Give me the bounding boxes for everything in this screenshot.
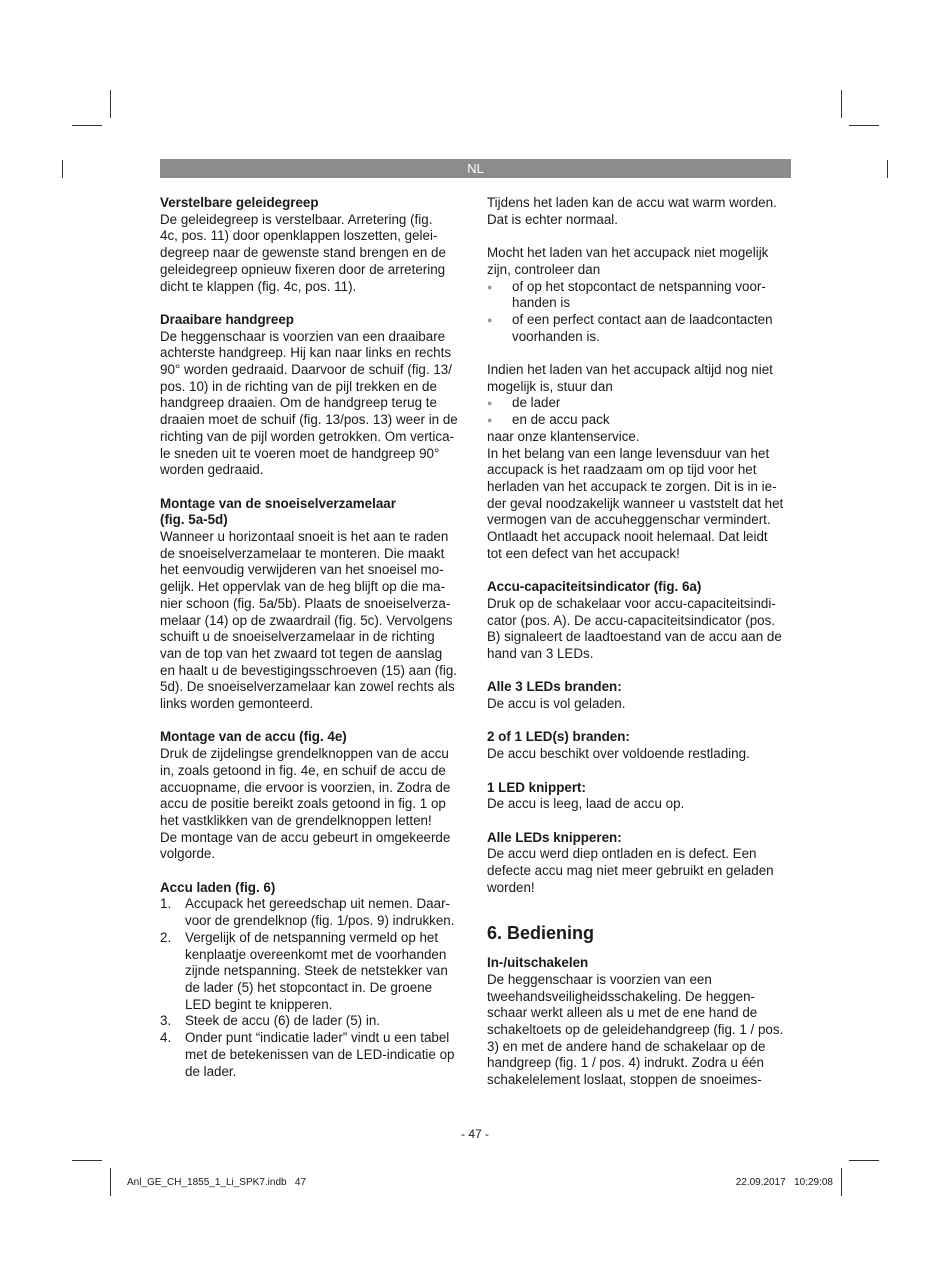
text-line: 5d). De snoeiselverzamelaar kan zowel rechts als bbox=[160, 679, 455, 695]
section-title: (fig. 5a-5d) bbox=[160, 512, 228, 528]
text-line: 90° worden gedraaid. Daarvoor de schuif (fig. 13/ bbox=[160, 362, 452, 378]
bullet-item bbox=[487, 279, 792, 312]
crop-mark bbox=[849, 1160, 879, 1161]
text-line: De accu is leeg, laad de accu op. bbox=[487, 796, 685, 812]
section-title: 1 LED knippert: bbox=[487, 779, 586, 795]
section-title: Accu-capaciteitsindicator (fig. 6a) bbox=[487, 579, 702, 595]
text-line: worden! bbox=[487, 879, 535, 895]
text-line: Indien het laden van het accupack altijd nog niet bbox=[487, 362, 773, 377]
text-line: dicht te klappen (fig. 4c, pos. 11). bbox=[160, 278, 357, 294]
text-line: voorhanden is. bbox=[512, 328, 600, 344]
text-line: draaien moet de schuif (fig. 13/pos. 13) weer in de bbox=[160, 412, 458, 428]
section-title: Draaibare handgreep bbox=[160, 311, 294, 327]
text-line: Accupack het gereedschap uit nemen. Daar- bbox=[185, 896, 450, 912]
section-title: Montage van de snoeiselverzamelaar bbox=[160, 495, 396, 511]
section-title: Alle LEDs knipperen: bbox=[487, 829, 622, 845]
bullet-icon: ● bbox=[487, 314, 493, 325]
text-line: en de accu pack bbox=[512, 412, 610, 428]
text-line: mogelijk is, stuur dan bbox=[487, 378, 613, 394]
crop-mark bbox=[72, 125, 102, 126]
text-line: degreep naar de gewenste stand brengen en de bbox=[160, 245, 446, 261]
text-line: geleidegreep opnieuw fixeren door de arretering bbox=[160, 261, 446, 277]
crop-mark bbox=[841, 90, 842, 118]
text-line: de snoeiselverzamelaar te monteren. Die maakt bbox=[160, 545, 445, 561]
text-line: De heggenschaar is voorzien van een bbox=[487, 971, 712, 987]
bullet-icon: ● bbox=[487, 281, 493, 292]
text-line: achterste handgreep. Hij kan naar links en rechts bbox=[160, 345, 452, 361]
language-bar: NL bbox=[160, 159, 791, 178]
section-title: Montage van de accu (fig. 4e) bbox=[160, 729, 347, 745]
text-line: LED begint te knipperen. bbox=[185, 996, 333, 1012]
text-line: De montage van de accu gebeurt in omgekeerde bbox=[160, 829, 451, 845]
text-line: Druk op de schakelaar voor accu-capaciteitsindi- bbox=[487, 595, 776, 611]
text-line: herladen van het accupack te zorgen. Dit is in ie- bbox=[487, 478, 777, 494]
text-line: B) signaleert de laadtoestand van de accu aan de bbox=[487, 629, 782, 645]
section-title: Verstelbare geleidegreep bbox=[160, 195, 319, 210]
crop-mark bbox=[887, 160, 888, 178]
text-line: Onder punt “indicatie lader” vindt u een tabel bbox=[185, 1030, 450, 1046]
text-line: De accu is vol geladen. bbox=[487, 696, 626, 712]
text-line: gelijk. Het oppervlak van de heg blijft op die ma- bbox=[160, 579, 446, 595]
text-line: tweehandsveiligheidsschakeling. De heggen- bbox=[487, 988, 755, 1004]
text-line: pos. 10) in de richting van de pijl trekken en de bbox=[160, 378, 437, 394]
text-line: Vergelijk of de netspanning vermeld op het bbox=[185, 929, 439, 945]
text-line: Dat is echter normaal. bbox=[487, 211, 618, 227]
text-line: De geleidegreep is verstelbaar. Arretering (fig. bbox=[160, 211, 433, 227]
list-item bbox=[160, 930, 465, 1014]
text-line: melaar (14) op de zwaardrail (fig. 5c). Vervolgens bbox=[160, 612, 453, 628]
crop-mark bbox=[841, 1168, 842, 1196]
text-line: accuopname, die ervoor is voorzien, in. Zodra de bbox=[160, 779, 451, 795]
text-line: schakelelement loslaat, stoppen de snoeimes- bbox=[487, 1072, 762, 1088]
text-line: schaar werkt alleen als u met de ene hand de bbox=[487, 1005, 758, 1021]
text-line: of een perfect contact aan de laadcontacten bbox=[512, 311, 773, 327]
text-line: vermogen van de accuheggenschar vermindert. bbox=[487, 512, 771, 528]
text-line: richting van de pijl worden getrokken. Om vertica- bbox=[160, 428, 454, 444]
text-line: Steek de accu (6) de lader (5) in. bbox=[185, 1013, 381, 1029]
list-number: 3. bbox=[160, 1013, 172, 1029]
text-line: handgreep (fig. 1 / pos. 4) indrukt. Zodra u één bbox=[487, 1055, 764, 1071]
footer-timestamp: 22.09.2017 10:29:08 bbox=[735, 1177, 833, 1188]
bullet-item bbox=[487, 312, 792, 345]
text-line: der geval noodzakelijk wanneer u vaststelt dat het bbox=[487, 495, 784, 511]
text-line: met de betekenissen van de LED-indicatie op bbox=[185, 1046, 455, 1062]
text-line: tot een defect van het accupack! bbox=[487, 545, 680, 561]
text-line: de lader. bbox=[185, 1063, 237, 1079]
text-line: handen is bbox=[512, 295, 571, 311]
text-line: De accu werd diep ontladen en is defect. Een bbox=[487, 846, 757, 862]
text-line: 4c, pos. 11) door openklappen loszetten, gelei- bbox=[160, 228, 438, 244]
text-line: de lader (5) het stopcontact in. De groene bbox=[185, 979, 433, 995]
bullet-item bbox=[487, 395, 792, 412]
text-line: het vastklikken van de grendelknoppen letten! bbox=[160, 812, 432, 828]
text-line: links worden gemonteerd. bbox=[160, 696, 314, 712]
text-line: accu de positie bereikt zoals getoond in fig. 1 op bbox=[160, 796, 446, 812]
text-line: Mocht het laden van het accupack niet mogelijk bbox=[487, 245, 769, 261]
list-number: 4. bbox=[160, 1030, 172, 1046]
text-line: handgreep draaien. Om de handgreep terug te bbox=[160, 395, 437, 411]
text-line: naar onze klantenservice. bbox=[487, 428, 640, 444]
text-line: zijnde netspanning. Steek de netstekker van bbox=[185, 963, 448, 979]
text-line: in, zoals getoond in fig. 4e, en schuif de accu de bbox=[160, 762, 446, 778]
text-line: Tijdens het laden kan de accu wat warm worden. bbox=[487, 195, 777, 210]
text-line: le sneden uit te voeren moet de handgreep 90° bbox=[160, 445, 440, 461]
crop-mark bbox=[62, 160, 63, 178]
text-line: Ontlaadt het accupack nooit helemaal. Dat leidt bbox=[487, 529, 768, 545]
footer-file-info: Anl_GE_CH_1855_1_Li_SPK7.indb 47 bbox=[127, 1177, 307, 1188]
bullet-icon: ● bbox=[487, 398, 493, 409]
text-line: voor de grendelknop (fig. 1/pos. 9) indrukken. bbox=[185, 913, 455, 929]
text-line: accupack is het raadzaam om op tijd voor het bbox=[487, 462, 757, 478]
text-line: Druk de zijdelingse grendelknoppen van de accu bbox=[160, 746, 449, 762]
text-line: De heggenschaar is voorzien van een draaibare bbox=[160, 328, 446, 344]
text-line: Wanneer u horizontaal snoeit is het aan te raden bbox=[160, 529, 449, 545]
text-line: cator (pos. A). De accu-capaciteitsindicator (pos. bbox=[487, 612, 776, 628]
text-line: zijn, controleer dan bbox=[487, 261, 601, 277]
text-line: en haalt u de bevestigingsschroeven (15) aan (fig. bbox=[160, 662, 458, 678]
text-line: nier schoon (fig. 5a/5b). Plaats de snoeiselverza- bbox=[160, 595, 451, 611]
bullet-icon: ● bbox=[487, 415, 493, 426]
text-line: de lader bbox=[512, 395, 561, 411]
right-column bbox=[487, 195, 792, 1089]
section-title: Accu laden (fig. 6) bbox=[160, 879, 276, 895]
text-line: worden gedraaid. bbox=[160, 462, 264, 478]
crop-mark bbox=[110, 1168, 111, 1196]
text-line: of op het stopcontact de netspanning voor- bbox=[512, 278, 766, 294]
text-line: volgorde. bbox=[160, 846, 216, 862]
section-title: In-/uitschakelen bbox=[487, 955, 589, 971]
text-line: In het belang van een lange levensduur van het bbox=[487, 445, 770, 461]
text-line: schakeltoets op de geleidehandgreep (fig. 1 / pos. bbox=[487, 1021, 784, 1037]
page-number: - 47 - bbox=[460, 1127, 489, 1141]
text-line: hand van 3 LEDs. bbox=[487, 645, 594, 661]
list-number: 2. bbox=[160, 929, 172, 945]
text-line: De accu beschikt over voldoende restlading. bbox=[487, 746, 750, 762]
text-line: schuift u de snoeiselverzamelaar in de richting bbox=[160, 629, 435, 645]
text-line: van de top van het zwaard tot tegen de aanslag bbox=[160, 645, 443, 661]
list-item bbox=[160, 1013, 465, 1030]
text-line: kenplaatje overeenkomt met de voorhanden bbox=[185, 946, 447, 962]
crop-mark bbox=[110, 90, 111, 118]
left-column bbox=[160, 195, 465, 1080]
bullet-item bbox=[487, 412, 792, 429]
section-title: Alle 3 LEDs branden: bbox=[487, 679, 622, 695]
crop-mark bbox=[72, 1160, 102, 1161]
list-number: 1. bbox=[160, 896, 172, 912]
crop-mark bbox=[849, 125, 879, 126]
chapter-heading: 6. Bediening bbox=[487, 923, 595, 944]
section-title: 2 of 1 LED(s) branden: bbox=[487, 729, 630, 745]
text-line: 3) en met de andere hand de schakelaar op de bbox=[487, 1038, 766, 1054]
text-line: defecte accu mag niet meer gebruikt en geladen bbox=[487, 863, 774, 879]
list-item bbox=[160, 896, 465, 929]
text-line: het eenvoudig verwijderen van het snoeisel mo- bbox=[160, 562, 444, 578]
list-item bbox=[160, 1030, 465, 1080]
